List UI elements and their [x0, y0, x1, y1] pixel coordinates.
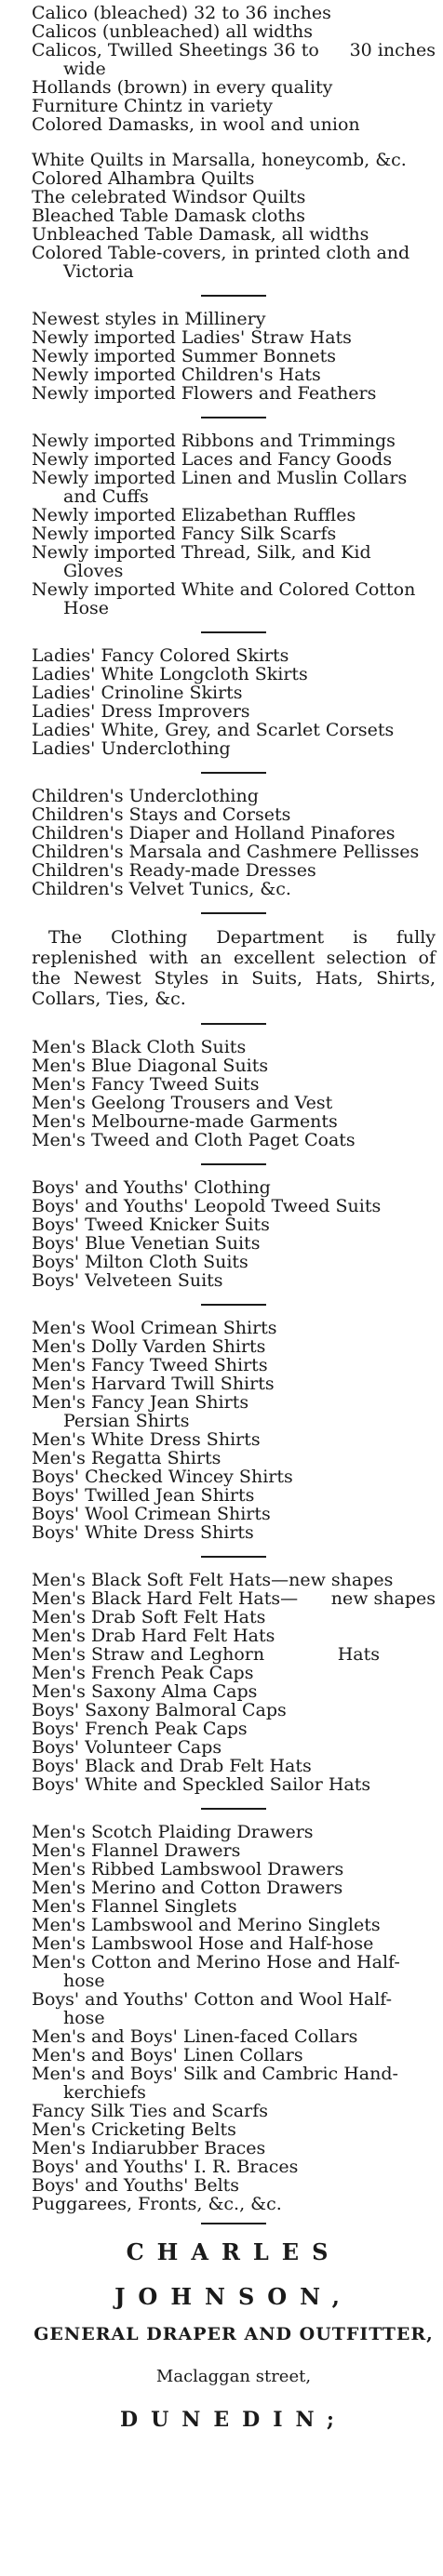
divider [201, 295, 266, 297]
divider [201, 2223, 266, 2224]
divider [32, 134, 436, 151]
list-item: Men's and Boys' Silk and Cambric Hand- [32, 2064, 398, 2084]
list-item-text: Calicos, Twilled Sheetings 36 to [32, 40, 319, 60]
list-item: Men's Indiarubber Braces [32, 2138, 266, 2158]
list-item: Men's Flannel Drawers [32, 1840, 241, 1861]
list-group-millinery [32, 310, 436, 403]
list-item: Children's Marsala and Cashmere Pellisses [32, 842, 420, 862]
list-item: Men's Flannel Singlets [32, 1896, 237, 1917]
list-item-text: Men's Black Hard Felt Hats— [32, 1588, 299, 1609]
list-item: Boys' and Youths' Cotton and Wool Half- [32, 1989, 393, 2010]
list-item [32, 41, 436, 60]
list-item: Boys' and Youths' Belts [32, 2175, 240, 2196]
list-group-trimmings [32, 432, 436, 617]
list-item: Calicos (unbleached) all widths [32, 21, 313, 42]
list-item: Men's French Peak Caps [32, 1663, 254, 1683]
divider [201, 1556, 266, 1558]
list-group-ladies [32, 646, 436, 758]
list-item-continuation: Victoria [63, 261, 134, 282]
list-group-fabrics [32, 4, 436, 134]
list-item: Unbleached Table Damask, all widths [32, 224, 369, 245]
list-item: Men's Harvard Twill Shirts [32, 1374, 275, 1394]
list-item: Children's Diaper and Holland Pinafores [32, 823, 396, 843]
list-item: Men's Black Cloth Suits [32, 1037, 247, 1057]
divider [32, 2392, 436, 2405]
list-item: Newly imported Fancy Silk Scarfs [32, 524, 337, 544]
merchant-street: Maclaggan street, [155, 2367, 312, 2386]
list-item: Hollands (brown) in every quality [32, 77, 333, 98]
list-item: Newly imported Ladies' Straw Hats [32, 327, 352, 348]
list-item: Newly imported Summer Bonnets [32, 346, 336, 366]
list-item: Men's Wool Crimean Shirts [32, 1318, 277, 1338]
list-item: Men's Cotton and Merino Hose and Half- [32, 1952, 400, 1972]
list-item: Boys' Milton Cloth Suits [32, 1252, 248, 1272]
clothing-department-notice: The Clothing Department is fully replenished with an excellent selection of the Newest Styles in Suits, Hats, Shirts, Collars, Ties, &c. [32, 927, 436, 1009]
divider [201, 1304, 266, 1306]
list-item: Men's Geelong Trousers and Vest [32, 1093, 333, 1113]
list-item: Men's Ribbed Lambswool Drawers [32, 1859, 344, 1879]
list-item-continuation: kerchiefs [63, 2082, 146, 2103]
list-group-mens-suits [32, 1038, 436, 1149]
list-item-text: Men's Straw and Leghorn [32, 1644, 265, 1665]
divider [201, 417, 266, 418]
list-group-hats [32, 1571, 436, 1794]
divider [201, 1808, 266, 1810]
list-group-underwear [32, 1823, 436, 2213]
list-item: Children's Underclothing [32, 786, 259, 806]
list-item: Ladies' Crinoline Skirts [32, 683, 243, 703]
list-item: White Quilts in Marsalla, honeycomb, &c. [32, 150, 407, 170]
list-item: Newly imported Flowers and Feathers [32, 383, 377, 404]
list-item: Fancy Silk Ties and Scarfs [32, 2101, 268, 2121]
list-item: Calico (bleached) 32 to 36 inches [32, 3, 331, 23]
list-item: The celebrated Windsor Quilts [32, 187, 306, 207]
list-item: Children's Velvet Tunics, &c. [32, 879, 291, 899]
list-item: Men's Blue Diagonal Suits [32, 1056, 269, 1076]
list-item-continuation: wide [63, 59, 106, 79]
list-item: Ladies' White, Grey, and Scarlet Corsets [32, 720, 395, 740]
list-item: Men's Fancy Tweed Suits [32, 1074, 260, 1095]
list-item-text: new shapes [330, 1588, 436, 1609]
list-item: Men's and Boys' Linen-faced Collars [32, 2026, 358, 2047]
list-item: Men's Fancy Tweed Shirts [32, 1355, 268, 1375]
list-item: Colored Alhambra Quilts [32, 168, 255, 189]
divider [201, 772, 266, 774]
list-group-shirts [32, 1319, 436, 1542]
list-item: Ladies' Underclothing [32, 738, 231, 759]
list-item-continuation: and Cuffs [63, 486, 149, 507]
list-item-text: Hats [337, 1644, 380, 1665]
list-item-continuation: hose [63, 2008, 105, 2028]
list-item: Newly imported Children's Hats [32, 365, 321, 385]
list-item: Ladies' White Longcloth Skirts [32, 664, 308, 684]
list-item: Children's Ready-made Dresses [32, 860, 316, 881]
list-item: Men's Scotch Plaiding Drawers [32, 1822, 314, 1842]
list-item: Boys' and Youths' Leopold Tweed Suits [32, 1196, 382, 1216]
merchant-trade: GENERAL DRAPER AND OUTFITTER, [34, 2324, 434, 2344]
divider [201, 912, 266, 914]
list-item: Men's Fancy Jean Shirts [32, 1392, 249, 1413]
list-item: Men's Drab Hard Felt Hats [32, 1626, 275, 1646]
list-item: Newly imported Linen and Muslin Collars [32, 468, 408, 488]
list-group-quilts [32, 151, 436, 281]
merchant-name: CHARLES JOHNSON, [114, 2238, 353, 2310]
list-item: Newly imported Laces and Fancy Goods [32, 449, 393, 470]
list-item: Boys' French Peak Caps [32, 1719, 248, 1739]
list-item: Men's White Dress Shirts [32, 1429, 261, 1450]
list-item-continuation: Persian Shirts [63, 1411, 190, 1431]
list-item: Boys' and Youths' Clothing [32, 1177, 271, 1198]
list-group-boys-clothing [32, 1178, 436, 1290]
list-item-continuation: Hose [63, 598, 110, 618]
list-item-text: 30 inches [349, 40, 436, 60]
list-item: Boys' Checked Wincey Shirts [32, 1467, 293, 1487]
divider [201, 1023, 266, 1025]
list-group-children [32, 787, 436, 898]
divider [201, 631, 266, 633]
merchant-city: DUNEDIN; [120, 2408, 347, 2432]
list-item [32, 1645, 436, 1664]
list-item: Boys' Volunteer Caps [32, 1737, 222, 1758]
list-item: Newly imported White and Colored Cotton [32, 579, 416, 600]
list-item: Men's Black Soft Felt Hats—new shapes [32, 1570, 394, 1590]
list-item: Men's Lambswool Hose and Half-hose [32, 1933, 374, 1954]
list-item: Men's Tweed and Cloth Paget Coats [32, 1130, 356, 1150]
list-item: Newly imported Ribbons and Trimmings [32, 431, 396, 451]
list-item: Puggarees, Fronts, &c., &c. [32, 2194, 282, 2214]
list-item: Boys' and Youths' I. R. Braces [32, 2157, 299, 2177]
list-item: Bleached Table Damask cloths [32, 206, 305, 226]
list-item: Men's Cricketing Belts [32, 2119, 236, 2140]
list-item-continuation: hose [63, 1971, 105, 1991]
list-item: Boys' Velveteen Suits [32, 1270, 223, 1291]
list-item [32, 1589, 436, 1608]
list-item: Men's Melbourne-made Garments [32, 1111, 338, 1132]
list-item: Newest styles in Millinery [32, 309, 266, 329]
list-item: Men's Drab Soft Felt Hats [32, 1607, 266, 1627]
list-item: Newly imported Thread, Silk, and Kid [32, 542, 371, 563]
list-item-continuation: Gloves [63, 561, 124, 581]
list-item: Boys' White and Speckled Sailor Hats [32, 1774, 371, 1795]
list-item: Ladies' Dress Improvers [32, 701, 250, 722]
divider [201, 1163, 266, 1165]
divider [32, 2349, 436, 2362]
list-item: Boys' Twilled Jean Shirts [32, 1485, 255, 1506]
list-item: Ladies' Fancy Colored Skirts [32, 645, 289, 666]
list-item: Boys' Wool Crimean Shirts [32, 1504, 271, 1524]
list-item: Colored Damasks, in wool and union [32, 114, 360, 135]
list-item: Men's Merino and Cotton Drawers [32, 1878, 343, 1898]
list-item: Children's Stays and Corsets [32, 804, 291, 825]
list-item: Men's Saxony Alma Caps [32, 1681, 258, 1702]
list-item: Colored Table-covers, in printed cloth and [32, 243, 410, 263]
list-item: Furniture Chintz in variety [32, 96, 274, 116]
list-item: Men's Dolly Varden Shirts [32, 1336, 266, 1357]
list-item: Boys' Tweed Knicker Suits [32, 1215, 270, 1235]
signature-block [32, 2230, 436, 2435]
list-item: Men's Lambswool and Merino Singlets [32, 1915, 381, 1935]
list-item: Men's and Boys' Linen Collars [32, 2045, 303, 2065]
list-item: Boys' White Dress Shirts [32, 1522, 254, 1543]
list-item: Boys' Black and Drab Felt Hats [32, 1756, 312, 1776]
list-item: Newly imported Elizabethan Ruffles [32, 505, 356, 525]
list-item: Men's Regatta Shirts [32, 1448, 222, 1468]
list-item: Boys' Blue Venetian Suits [32, 1233, 261, 1254]
list-item: Boys' Saxony Balmoral Caps [32, 1700, 287, 1720]
